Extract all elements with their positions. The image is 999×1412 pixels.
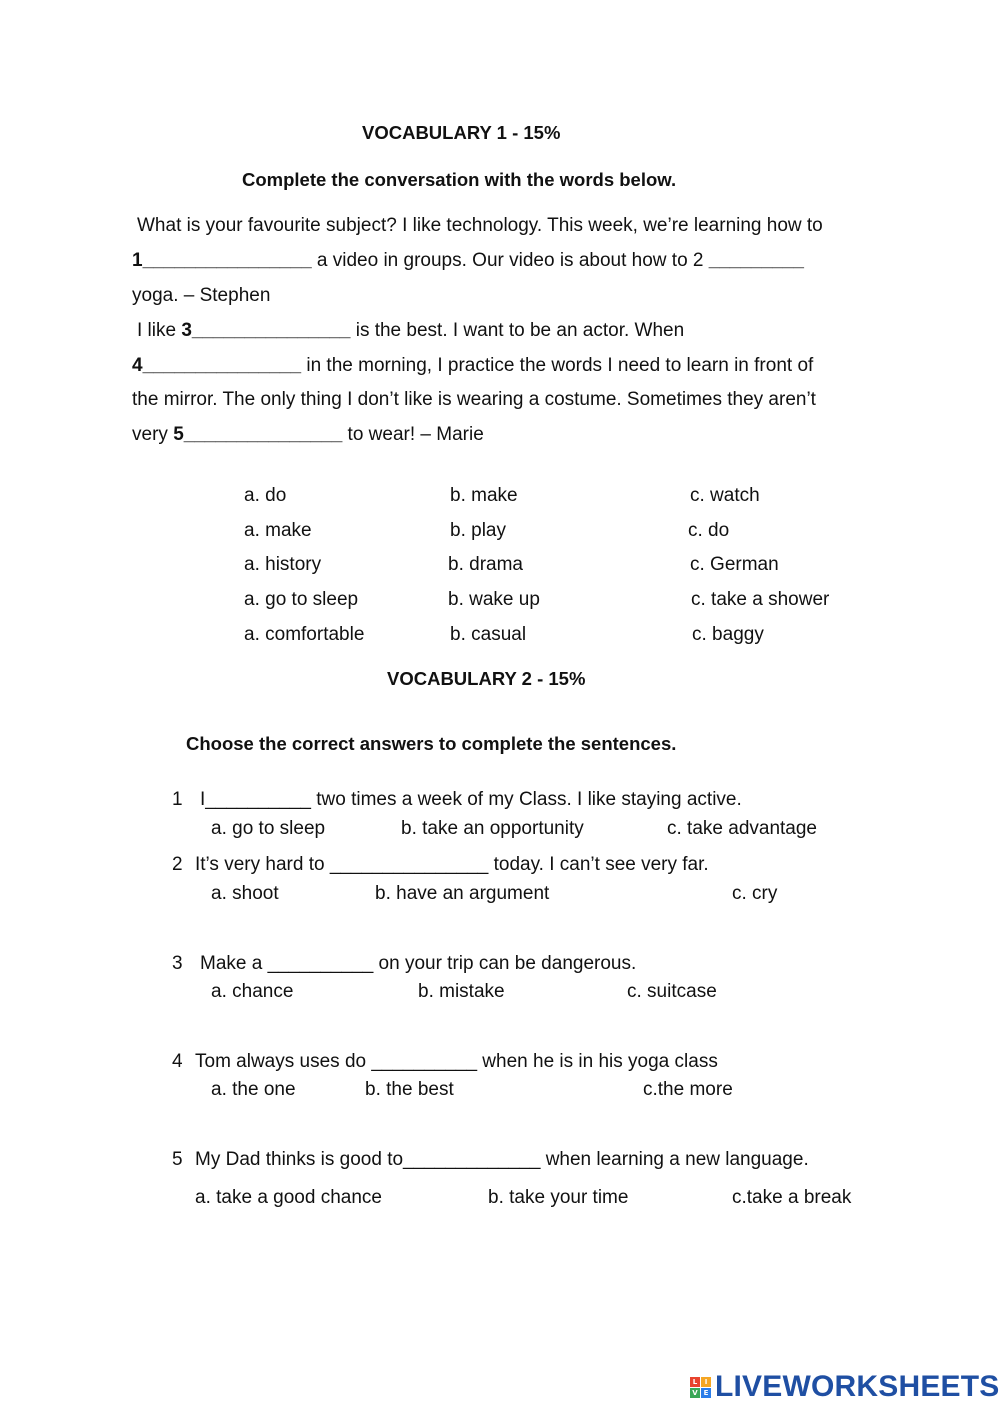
option-4b[interactable]: b. wake up [448,589,540,610]
blank-2[interactable]: _________ [708,250,804,271]
passage-line-4: I like 3_______________ is the best. I want to be an actor. When [137,320,685,341]
blank-1[interactable]: 1________________ [132,250,312,271]
question-3-option-c[interactable]: c. suitcase [627,981,717,1002]
option-2c[interactable]: c. do [688,520,730,541]
question-3-option-a[interactable]: a. chance [211,981,294,1002]
option-4a[interactable]: a. go to sleep [244,589,359,610]
question-1-option-a[interactable]: a. go to sleep [211,818,326,839]
question-5-option-a[interactable]: a. take a good chance [195,1187,382,1208]
option-2a[interactable]: a. make [244,520,312,541]
option-5c[interactable]: c. baggy [692,624,764,645]
question-4-option-b[interactable]: b. the best [365,1079,454,1100]
blank-5[interactable]: 5_______________ [173,424,343,445]
option-4c[interactable]: c. take a shower [691,589,830,610]
passage-line-3: yoga. – Stephen [132,285,271,306]
question-2-option-b[interactable]: b. have an argument [375,883,550,904]
logo-mark-letter: E [701,1388,711,1398]
passage-line-7: very 5_______________ to wear! – Marie [132,424,484,445]
section2-title: VOCABULARY 2 - 15% [387,668,586,689]
option-1b[interactable]: b. make [450,485,518,506]
question-5-text: My Dad thinks is good to_____________ when learning a new language. [195,1149,809,1170]
option-2b[interactable]: b. play [450,520,506,541]
question-5-number: 5 [172,1149,183,1170]
logo-mark-letter: V [690,1388,700,1398]
question-4-option-c[interactable]: c.the more [643,1079,733,1100]
logo-mark-letter: I [701,1377,711,1387]
section2-instruction: Choose the correct answers to complete the sentences. [186,733,677,754]
passage-line-2: 1________________ a video in groups. Our video is about how to 2 _________ [132,250,804,271]
option-3a[interactable]: a. history [244,554,322,575]
passage-line-1: What is your favourite subject? I like technology. This week, we’re learning how to [137,215,823,236]
blank-4[interactable]: 4_______________ [132,355,302,376]
section1-title: VOCABULARY 1 - 15% [362,122,561,143]
question-5-option-b[interactable]: b. take your time [488,1187,629,1208]
question-4-text: Tom always uses do __________ when he is in his yoga class [195,1051,718,1072]
logo-mark-letter: L [690,1377,700,1387]
question-4-option-a[interactable]: a. the one [211,1079,296,1100]
question-1-option-c[interactable]: c. take advantage [667,818,817,839]
section1-instruction: Complete the conversation with the words below. [242,169,677,190]
question-1-text: I__________ two times a week of my Class. I like staying active. [200,789,742,810]
question-2-option-c[interactable]: c. cry [732,883,778,904]
question-3-option-b[interactable]: b. mistake [418,981,505,1002]
liveworksheets-logo [690,1370,999,1404]
question-1-number: 1 [172,789,183,810]
passage-line-5: 4_______________ in the morning, I practice the words I need to learn in front of [132,355,814,376]
option-5a[interactable]: a. comfortable [244,624,365,645]
blank-3[interactable]: 3_______________ [181,320,351,341]
passage-line-6: the mirror. The only thing I don’t like is wearing a costume. Sometimes they aren’t [132,389,816,410]
question-1-option-b[interactable]: b. take an opportunity [401,818,584,839]
question-3-text: Make a __________ on your trip can be dangerous. [200,953,637,974]
question-2-option-a[interactable]: a. shoot [211,883,279,904]
option-1c[interactable]: c. watch [690,485,760,506]
question-5-option-c[interactable]: c.take a break [732,1187,852,1208]
question-2-text: It’s very hard to _______________ today. I can’t see very far. [195,854,709,875]
question-2-number: 2 [172,854,183,875]
option-5b[interactable]: b. casual [450,624,527,645]
option-3c[interactable]: c. German [690,554,779,575]
option-1a[interactable]: a. do [244,485,287,506]
logo-mark-icon [690,1377,711,1398]
option-3b[interactable]: b. drama [448,554,523,575]
question-4-number: 4 [172,1051,183,1072]
question-3-number: 3 [172,953,183,974]
logo-text: LIVEWORKSHEETS [715,1370,999,1403]
